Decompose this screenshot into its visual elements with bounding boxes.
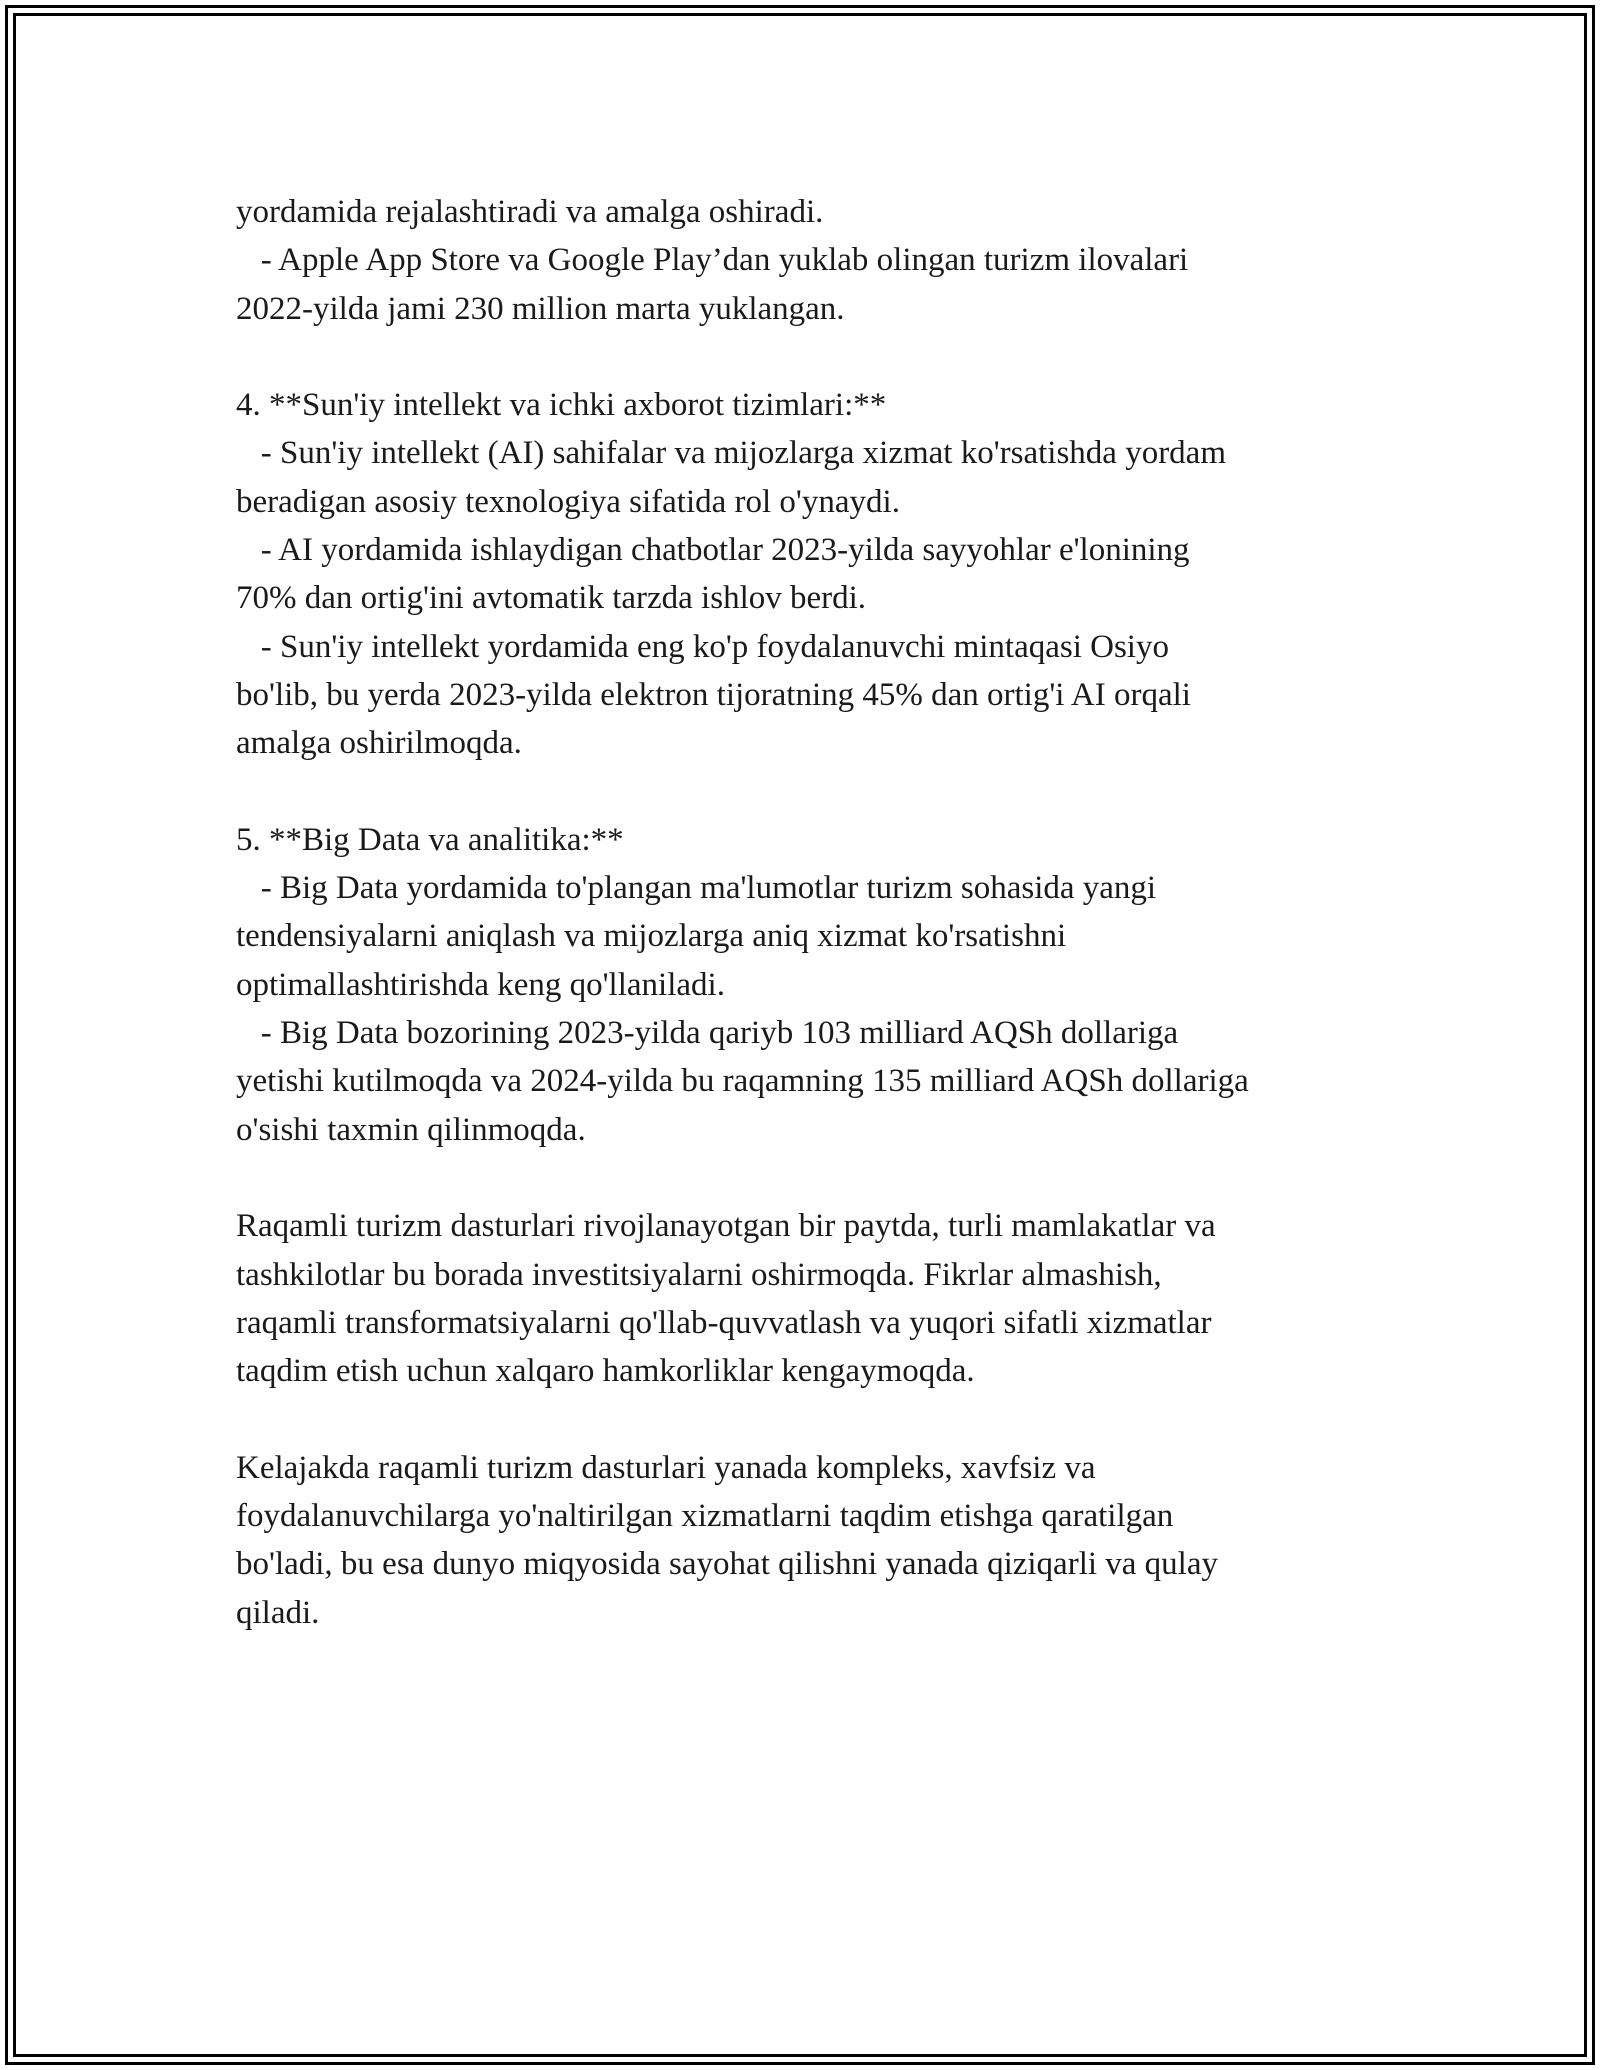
text-line: yordamida rejalashtiradi va amalga oshiradi. bbox=[236, 194, 824, 230]
paragraph-line: raqamli transformatsiyalarni qo'llab-quvvatlash va yuqori sifatli xizmatlar bbox=[236, 1304, 1212, 1341]
text-line: - AI yordamida ishlaydigan chatbotlar 2023-yilda sayyohlar e'lonining bbox=[236, 532, 1190, 569]
text-line: - Big Data yordamida to'plangan ma'lumotlar turizm sohasida yangi bbox=[236, 870, 1157, 907]
text-line: o'sishi taxmin qilinmoqda. bbox=[236, 1111, 586, 1148]
text-line: beradigan asosiy texnologiya sifatida rol o'ynaydi. bbox=[236, 483, 900, 520]
paragraph-line: Raqamli turizm dasturlari rivojlanayotgan bir paytda, turli mamlakatlar va bbox=[236, 1208, 1216, 1245]
blank-line bbox=[236, 768, 1416, 816]
text-line: - Big Data bozorining 2023-yilda qariyb 103 milliard AQSh dollariga bbox=[236, 1015, 1179, 1052]
text-line: 2022-yilda jami 230 million marta yuklangan. bbox=[236, 290, 845, 327]
blank-line bbox=[236, 1154, 1416, 1202]
text-line: optimallashtirishda keng qo'llaniladi. bbox=[236, 966, 725, 1003]
paragraph-line: Kelajakda raqamli turizm dasturlari yanada kompleks, xavfsiz va bbox=[236, 1449, 1096, 1486]
text-line: yetishi kutilmoqda va 2024-yilda bu raqamning 135 milliard AQSh dollariga bbox=[236, 1063, 1249, 1100]
text-line: - Apple App Store va Google Play’dan yuklab olingan turizm ilovalari bbox=[236, 242, 1189, 279]
text-line: bo'lib, bu yerda 2023-yilda elektron tijoratning 45% dan ortig'i AI orqali bbox=[236, 676, 1191, 713]
text-line: tendensiyalarni aniqlash va mijozlarga aniq xizmat ko'rsatishni bbox=[236, 918, 1067, 955]
text-line: 70% dan ortig'ini avtomatik tarzda ishlov berdi. bbox=[236, 580, 867, 617]
text-line: - Sun'iy intellekt yordamida eng ko'p foydalanuvchi mintaqasi Osiyo bbox=[236, 628, 1169, 665]
paragraph-line: tashkilotlar bu borada investitsiyalarni oshirmoqda. Fikrlar almashish, bbox=[236, 1256, 1162, 1293]
paragraph-line: bo'ladi, bu esa dunyo miqyosida sayohat qilishni yanada qiziqarli va qulay bbox=[236, 1546, 1218, 1583]
section-heading: 4. **Sun'iy intellekt va ichki axborot tizimlari:** bbox=[236, 387, 887, 424]
paragraph-line: qiladi. bbox=[236, 1594, 320, 1631]
blank-line bbox=[236, 1395, 1416, 1443]
document-body bbox=[236, 188, 1416, 1637]
text-line: - Sun'iy intellekt (AI) sahifalar va mijozlarga xizmat ko'rsatishda yordam bbox=[236, 435, 1226, 472]
text-line: amalga oshirilmoqda. bbox=[236, 725, 522, 762]
blank-line bbox=[236, 333, 1416, 381]
paragraph-line: foydalanuvchilarga yo'naltirilgan xizmatlarni taqdim etishga qaratilgan bbox=[236, 1498, 1174, 1535]
paragraph-line: taqdim etish uchun xalqaro hamkorliklar kengaymoqda. bbox=[236, 1353, 975, 1390]
section-heading: 5. **Big Data va analitika:** bbox=[236, 821, 624, 858]
